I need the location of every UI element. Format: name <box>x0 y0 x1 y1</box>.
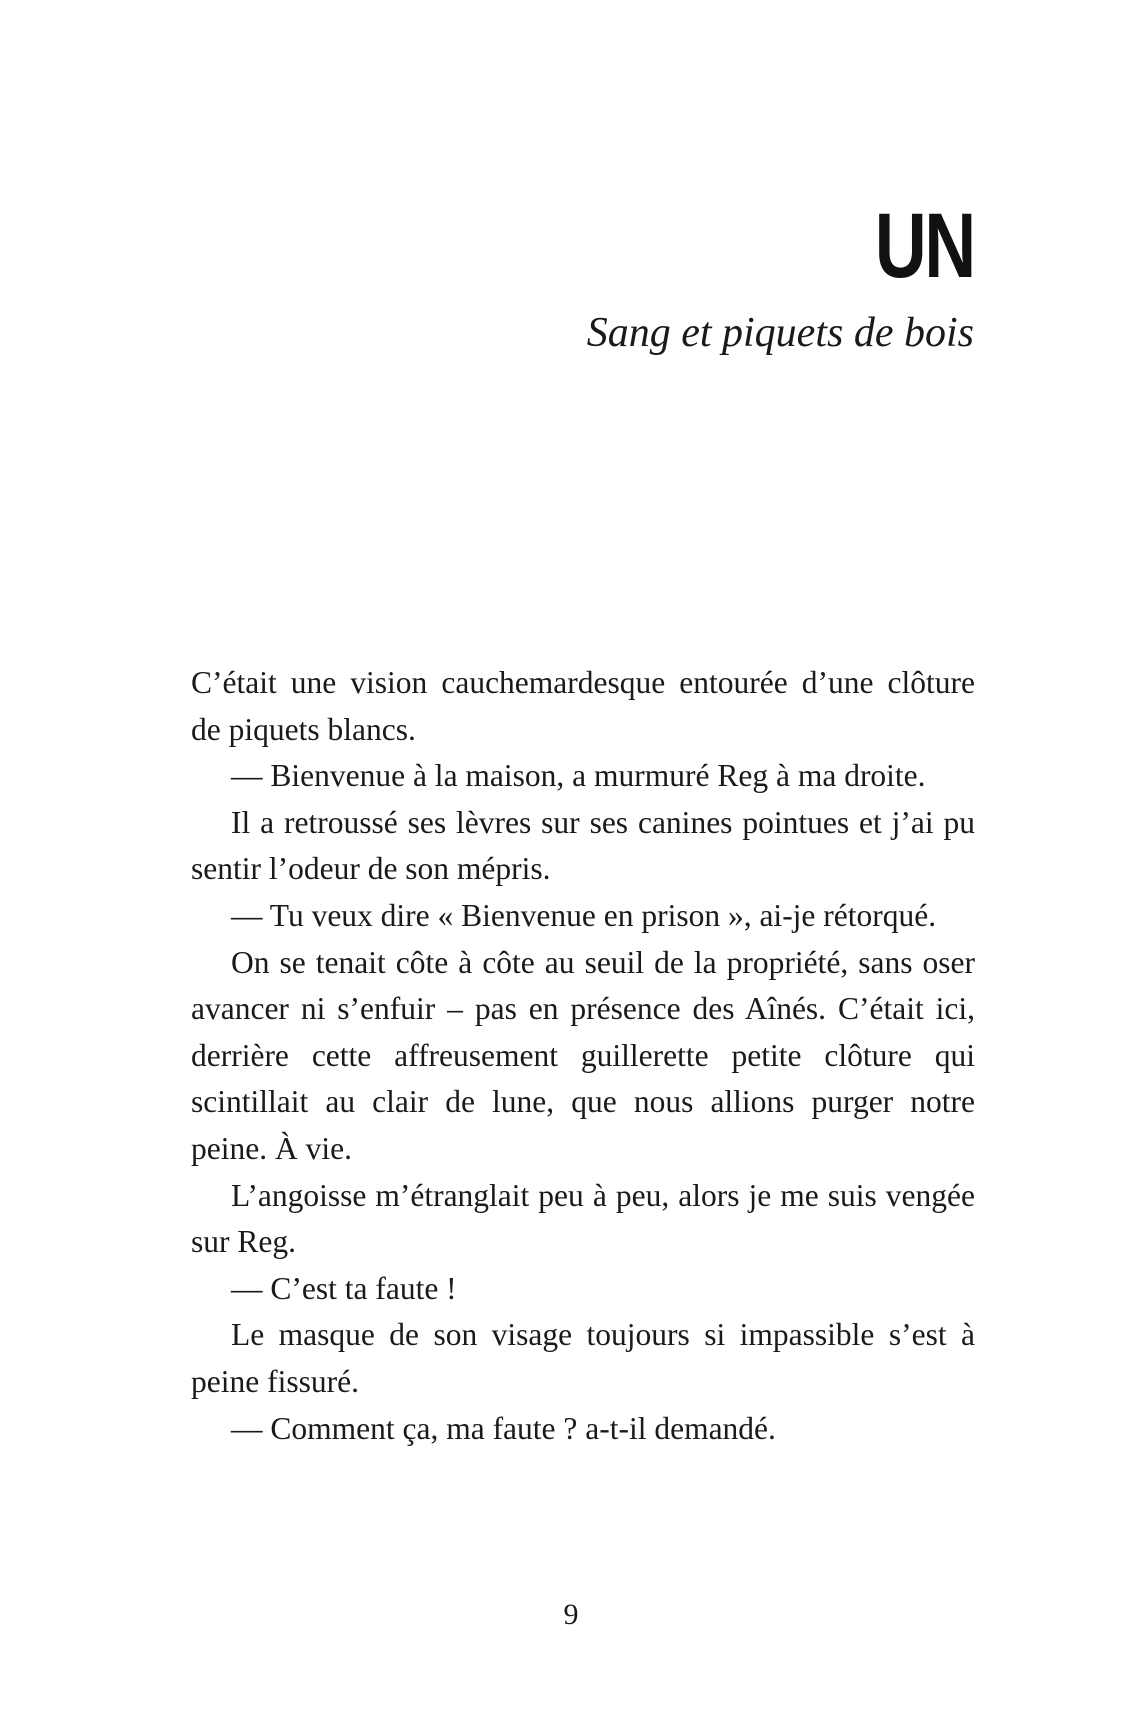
page-number: 9 <box>563 1598 579 1631</box>
paragraph: On se tenait côte à côte au seuil de la propriété, sans oser avancer ni s’enfuir – pas en présence des Aînés. C’était ici, derrière cette affreusement guillerette petite clôture qui scintillait au clair de lune, que nous allions purger notre peine. À vie. <box>191 944 975 1166</box>
chapter-title: Sang et piquets de bois <box>586 310 974 356</box>
paragraph: — Comment ça, ma faute ? a-t-il demandé. <box>231 1410 776 1446</box>
paragraph: C’était une vision cauchemardesque entourée d’une clôture de piquets blancs. <box>191 665 975 747</box>
chapter-body <box>191 660 975 1452</box>
paragraph: — Tu veux dire « Bienvenue en prison », ai-je rétorqué. <box>231 897 937 933</box>
chapter-number: UN <box>875 195 974 297</box>
paragraph: Il a retroussé ses lèvres sur ses canines pointues et j’ai pu sentir l’odeur de son mépris. <box>191 804 975 887</box>
paragraph: Le masque de son visage toujours si impassible s’est à peine fissuré. <box>191 1317 975 1399</box>
paragraph: — Bienvenue à la maison, a murmuré Reg à ma droite. <box>231 758 926 794</box>
paragraph: L’angoisse m’étranglait peu à peu, alors je me suis vengée sur Reg. <box>191 1177 975 1260</box>
paragraph: — C’est ta faute ! <box>231 1270 457 1306</box>
